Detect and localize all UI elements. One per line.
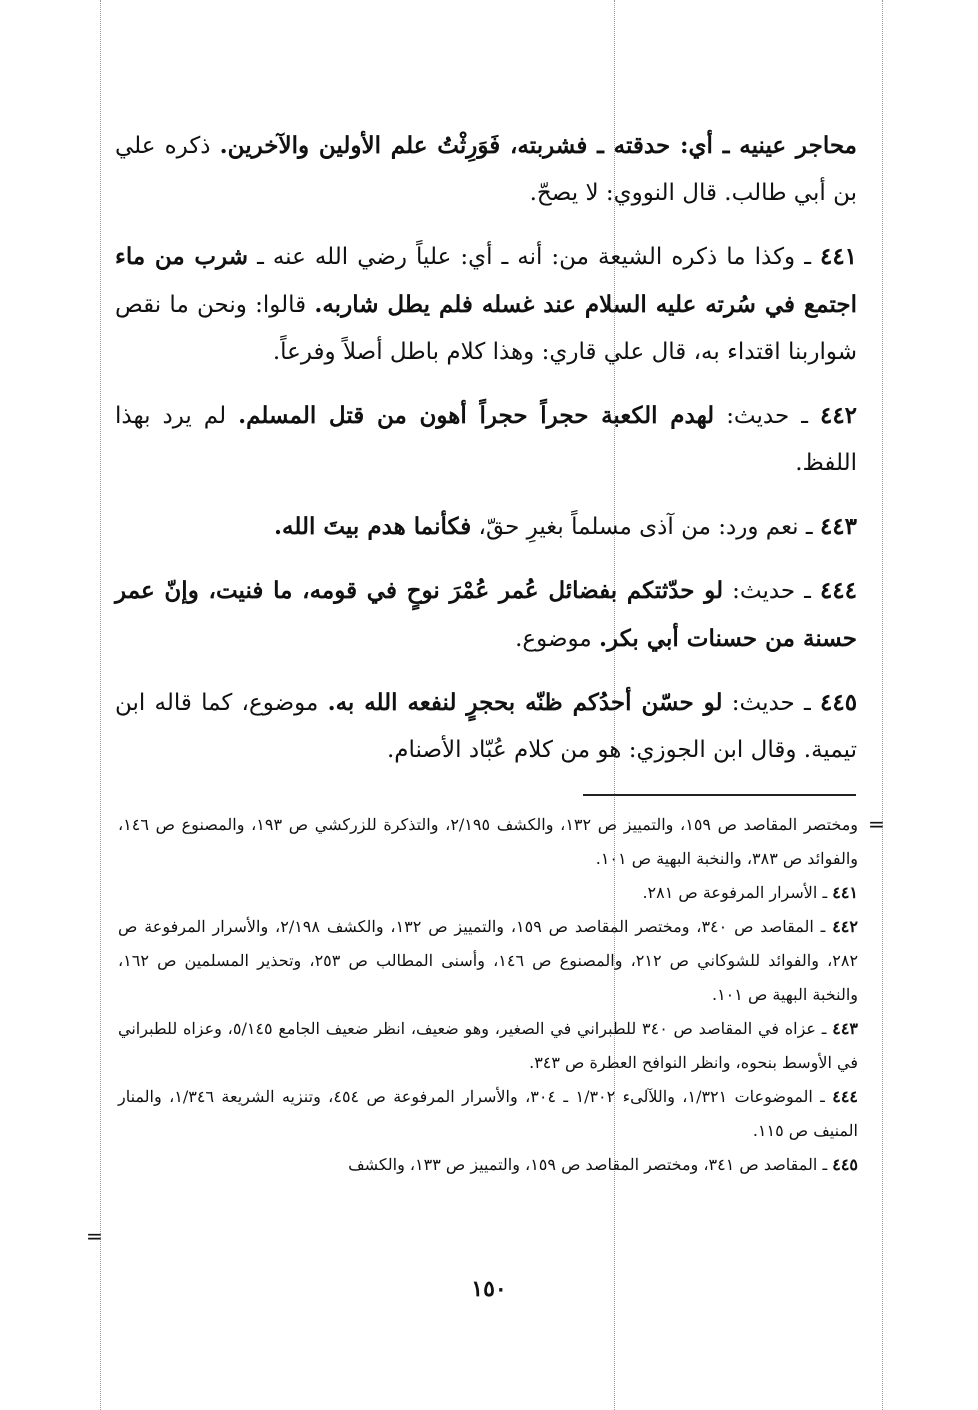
footnote-dash: ـ [821,1019,827,1038]
entry-intro: حديث: [732,578,796,604]
footnote-number: ٤٤٤ [832,1087,858,1106]
entry-comment: موضوع. [515,626,592,652]
footnote-text: الموضوعات ١/٣٢١، واللآلىء ١/٣٠٢ ـ ٣٠٤، والأسرار المرفوعة ص ٤٥٤، وتنزيه الشريعة ١/٣٤٦، والمنار المنيف ص ١١٥. [118,1087,858,1140]
footnote-number: ٤٤٥ [832,1155,858,1174]
hadith-text: فكأنما هدم بيتَ الله. [274,513,472,540]
footnote-dash: ـ [820,1087,825,1106]
entry-number: ٤٤٤ [819,577,857,604]
footnote [118,1080,858,1148]
hadith-text: لو حسّن أحدُكم ظنّه بحجرٍ لنفعه الله به. [327,689,723,716]
footnote-text: ومختصر المقاصد ص ١٥٩، والتمييز ص ١٣٢، والكشف ٢/١٩٥، والتذكرة للزركشي ص ١٩٣، والمصنوع ص ١٤٦، والفوائد ص ٣٨٣، والنخبة البهية ص ١٠١. [118,815,859,868]
footnote-dash: ـ [820,917,826,936]
entry-intro: وكذا ما ذكره الشيعة من: أنه ـ أي: علياً رضي الله عنه ـ [257,244,796,270]
entry-intro: نعم ورد: من آذى مسلماً بغيرِ حقّ، [478,514,799,540]
entry-comment: لم يرد بهذا اللفظ. [115,403,857,476]
footnote [118,1148,858,1182]
entry-number: ٤٤٥ [820,689,858,716]
hadith-text: لو حدّثتكم بفضائل عُمر عُمْرَ نوحٍ في قومه، ما فنيت، وإنّ عمر حسنة من حسنات أبي بكر. [115,577,857,652]
footnote-separator [583,794,856,796]
entry-comment: قالوا: ونحن ما نقص شواربنا اقتداء به، قال علي قاري: وهذا كلام باطل أصلاً وفرعاً. [115,292,857,365]
hadith-text: شرب من ماء اجتمع في سُرته عليه السلام عند غسله فلم يطل شاربه. [115,243,858,318]
footnote [118,910,858,1012]
entry-dash: ـ [804,244,811,270]
entry-comment: موضوع، كما قاله ابن تيمية. وقال ابن الجوزي: هو من كلام عُبّاد الأصنام. [115,690,857,763]
footnote-text: الأسرار المرفوعة ص ٢٨١. [642,883,818,902]
paragraph [115,503,857,551]
paragraph [115,679,857,774]
entry-number: ٤٤٢ [819,402,858,429]
footnote-dash: ـ [822,883,828,902]
entry-comment: ذكره علي بن أبي طالب. قال النووي: لا يصحّ. [115,133,857,206]
footnote-number: ٤٤٣ [832,1019,858,1038]
margin-guide-right [882,0,883,1410]
footnote-number: ٤٤٢ [832,917,858,936]
paragraph [115,567,857,663]
main-text [115,122,857,790]
entry-dash: ـ [805,514,813,540]
entry-intro: حديث: [726,403,790,429]
margin-guide-left [100,0,101,1410]
entry-dash: ـ [804,690,811,716]
footnote [118,808,858,876]
continuation-mark-bottom: = [86,1224,103,1248]
footnote-text: عزاه في المقاصد ص ٣٤٠ للطبراني في الصغير، وهو ضعيف، انظر ضعيف الجامع ٥/١٤٥، وعزاه للطبراني في الأوسط بنحوه، وانظر النوافح العطرة ص ٣٤٣. [118,1019,858,1072]
footnotes [118,808,858,1182]
footnote [118,876,858,910]
paragraph [115,233,857,376]
entry-intro: حديث: [731,690,795,716]
footnote [118,1012,858,1080]
entry-dash: ـ [801,403,808,429]
continuation-mark-top: = [868,812,885,836]
paragraph [115,392,857,487]
footnote-number: ٤٤١ [832,883,858,902]
footnote-text: المقاصد ص ٣٤١، ومختصر المقاصد ص ١٥٩، والتمييز ص ١٣٣، والكشف [348,1155,818,1174]
hadith-text: لهدم الكعبة حجراً حجراً أهون من قتل المسلم. [238,402,715,429]
footnote-dash: ـ [822,1155,828,1174]
footnote-text: المقاصد ص ٣٤٠، ومختصر المقاصد ص ١٥٩، والتمييز ص ١٣٢، والكشف ٢/١٩٨، والأسرار المرفوعة ص ٢٨٢، والفوائد للشوكاني ص ٢١٢، والمصنوع ص ١٤٦، وأسنى المطالب ص ٢٥٣، وتحذير المسلمين ص ١٦٢، والنخبة البهية ص ١٠١. [118,917,859,1004]
entry-number: ٤٤١ [819,243,858,270]
hadith-text: محاجر عينيه ـ أي: حدقته ـ فشربته، فَوَرِثْتُ علم الأولين والآخرين. [219,132,857,159]
entry-number: ٤٤٣ [819,513,857,540]
paragraph [115,122,857,217]
entry-dash: ـ [804,578,811,604]
page-number: ١٥٠ [471,1276,507,1302]
